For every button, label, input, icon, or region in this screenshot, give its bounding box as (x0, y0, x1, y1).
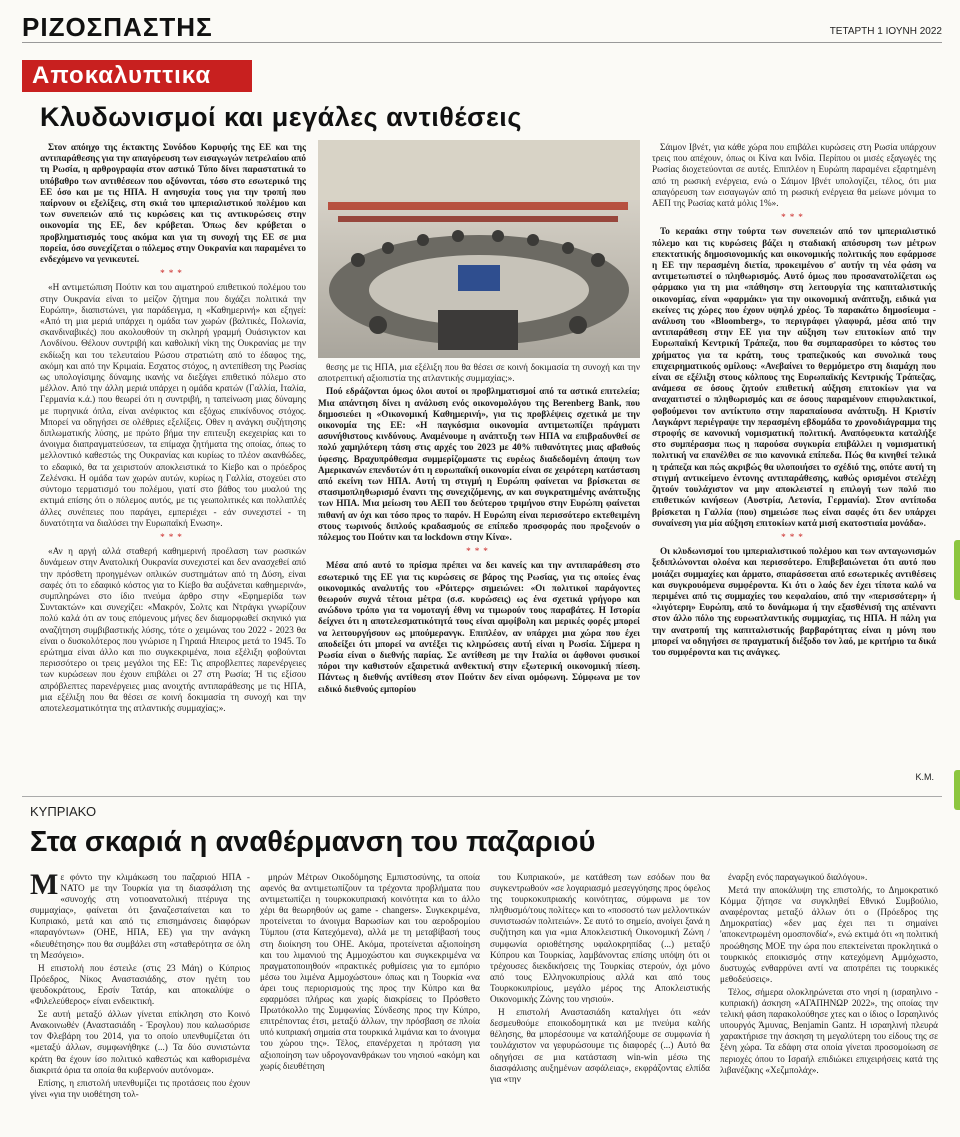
kicker-label: ΚΥΠΡΙΑΚΟ (30, 804, 97, 819)
section-divider (22, 796, 942, 797)
paragraph: Οι κλυδωνισμοί του ιμπεριαλιστικού πολέμου και των ανταγωνισμών ξεδιπλώνονται ολοένα και περισσότερο. Επιβεβαιώνεται ότι αυτό που μοιάζει συμμαχίες και άρματο, σπαράσσεται από εσωτερικές αντιθέσεις και συγκρουόμενα συμφέροντα. Κι ότι ο λαός δεν έχει τίποτα καλό να περιμένει από τις συμμαχίες του κεφαλαίου, από την «περισσότερη» ή «λιγότερη» Ευρώπη, από το δυνάμωμα ή την εξασθένισή της απέναντι στον άλλο πόλο της ευρωατλαντικής συμμαχίας, τις ΗΠΑ. Η πάλη για την ανατροπή της καπιταλιστικής βαρβαρότητας είναι η μόνη που μπορεί να οδηγήσει σε πραγματική διέξοδο τον λαό, με κριτήριο τα δικά του συμφέροντα και τις ανάγκες. (652, 546, 936, 657)
edge-tab (954, 540, 960, 600)
article1-column-2 (318, 362, 640, 782)
section-separator: *** (781, 212, 807, 223)
issue-date: ΤΕΤΑΡΤΗ 1 ΙΟΥΝΗ 2022 (829, 26, 942, 37)
author-signature: Κ.Μ. (915, 772, 934, 782)
paragraph: Πού εδράζονται όμως όλοι αυτοί οι προβληματισμοί από τα αστικά επιτελεία; Μια απάντηση δίνει η ανάλυση ενός οικονομολόγου της Berenberg Bank, που δημοσιεύει η «Οικονομική Καθημερινή», για τις προβλέψεις σχετικά με την οικονομία της ΕΕ: «Η παγκόσμια οικονομία αντιμετωπίζει πράγματι ασυνήθιστους κινδύνους. Αναμένουμε η ανάπτυξη των ΗΠΑ να επιβραδυνθεί σε πολύ χαμηλότερη τάση στις αρχές του 2023 με 40% πιθανότητες μιας αβαθούς ύφεσης. Βραχυπρόθεσμα συμμερίζομαστε τις ευρέως διαδεδομένη άποψη των Αμερικανών επενδυτών ότι η ευρωπαϊκή οικονομία είναι σε χειρότερη κατάσταση από εκείνη των ΗΠΑ. Αυτή τη στιγμή η Ευρώπη φαίνεται να βρίσκεται σε στασιμοπληθωρισμό έναντι της συνεχιζόμενης, αν και συγκρατημένης ανάπτυξης των ΗΠΑ. Μια μείωση του ΑΕΠ του δεύτερου τριμήνου στην Ευρώπη φαίνεται πιθανή αν όχι και τόσο προς το παρόν. Η Ευρώπη είναι περισσότερο εκτεθειμένη στους τωρινούς διπλούς κραδασμούς σε επίπεδο προσφοράς που προξενούν ο πόλεμος του Πούτιν και τα lockdown στην Κίνα». (318, 386, 640, 543)
paragraph: Το κεραάκι στην τούρτα των συνεπειών από τον ιμπεριαλιστικό πόλεμο και τις κυρώσεις βάζει η σταδιακή απόσυρση των μέτρων επεκτατικής δημοσιονομικής και οικονομικής πολιτικής που εφάρμοσε η ΕΕ την περασμένη διετία, προκειμένου σ' αυτήν τη νέα φάση να αντιμετωπιστεί ο πληθωρισμός. Αυτό όμως που προσανατολίζεται ως φάρμακο για τη μια «πάθηση» στη λειτουργία της καπιταλιστικής οικονομίας, είναι «φαρμάκι» για την οικονομική ανάπτυξη, ειδικά για εκείνες τις χώρες που έχουν υψηλό χρέος. Το παρακάτω δημοσίευμα - ανάλυση του «Bloomberg», το περιγράφει γλαφυρά, μέσα από την αντιπαράθεση στην ΕΕ για την αύξηση των επιτοκίων από την Ευρωπαϊκή Κεντρική Τράπεζα, που θα συμπαρασύρει το κόστος του χρήματος για τα κράτη, τους τραπεζικούς και συνολικά τους επιχειρηματικούς ομίλους: «Ανεβαίνει το θερμόμετρο στη διαμάχη που είναι σε εξέλιξη στους κόλπους της Ευρωπαϊκής Κεντρικής Τράπεζας, ανάμεσα σε όσους ζητούν επιθετική αύξηση επιτοκίων για να αναχαιτιστεί ο πληθωρισμός και σε όσους παραμένουν επιφυλακτικοί, φοβούμενοι τον αντίκτυπο στην παραπαίουσα ανάπτυξη. Η Κριστίν Λαγκάρντ περιέγραψε την περασμένη εβδομάδα το χρονοδιάγραμμα της στροφής σε κανονική νομισματική πολιτική. Αναπόφευκτα καταλήξε στο συμπέρασμα πως η παρούσα συγκυρία επιβάλλει η νομισματική πολιτική να επανέλθει σε πιο κανονικά επίπεδα. Πώς θα κινηθεί τελικά η τράπεζα και πώς ακριβώς θα υλοποιήσει το σχέδιό της, οπότε αυτή τη στιγμή αντικείμενο έντονης αντιπαράθεσης, καθώς ορισμένοι στελέχη ζητούν τουλάχιστον να μην αποκλειστεί η επιλογή των πολύ πιο επιθετικών κινήσεων (Αυστρία, Λετονία, Γερμανία). Στον αντίποδα βρίσκεται η Γαλλία (που) σημειώσε πως είναι σαφές ότι δεν υπάρχει συναίνεση για μία αύξηση επιτοκίων κατά μισή εκατοστιαία μονάδα». (652, 226, 936, 528)
paragraph: Στον απόηχο της έκτακτης Συνόδου Κορυφής της ΕΕ και της αντιπαράθεσης για την απαγόρευση των εισαγωγών πετρελαίου από τη Ρωσία, η αρθρογραφία στον αστικό Τύπο δίνει παραστατικά το υπόβαθρο των αντιθέσεων που οξύνονται, τόσο στο εσωτερικό της ΕΕ όσο και με τις ΗΠΑ. Η ανησυχία τους για την τροπή που παίρνουν οι εξελίξεις, στη σκιά του ιμπεριαλιστικού πολέμου και των συνεπειών από τις κυρώσεις και τις αντικυρώσεις στην οικονομία της ΕΕ, δεν κρύβεται. Όπως δεν κρύβεται ο προβληματισμός τους ακόμα και για τη συνοχή της ΕΕ σε μια πορεία, όσο συνεχίζεται ο πόλεμος στην Ουκρανία και παραμένει το ενδεχόμενο να γενικευτεί. (40, 142, 306, 265)
article1-column-3 (652, 142, 936, 772)
edge-tab (954, 770, 960, 810)
paragraph: Η επιστολή που έστειλε (στις 23 Μάη) ο Κύπριος Πρόεδρος, Νίκος Αναστασιάδης, στον ηγέτη του ψευδοκράτους, Ερσίν Τατάρ, και αποκαλύψε ο «Φιλελεύθερος» είναι ενδεικτική. (30, 962, 250, 1007)
paragraph: Τέλος, σήμερα ολοκληρώνεται στο νησί η (ισραηλινο - κυπριακή) άσκηση «ΑΓΑΠΗΝΩΡ 2022», της οποίας την τελική φάση παρακολούθησε χτες και ο ίδιος ο Ισραηλινός υπουργός Άμυνας, Benjamin Gantz. Η ισραηλινή πλευρά χαρακτήρισε την άσκηση τη μεγαλύτερη του είδους της σε ξένη χώρα. Τα εδάφη στα οποία γίνεται προσομοίωση σε περιοχές όπου το Ισραήλ επιδιώκει επιχειρήσεις κατά της λιβανέζικης «Χεζμπολάχ». (720, 986, 938, 1075)
section-separator: *** (781, 531, 807, 542)
paragraph: Σε αυτή μεταξύ άλλων γίνεται επίκληση στο Κοινό Ανακοινωθέν (Αναστασιάδη - Έρογλου) που καλωσόρισε τον Φλεβάρη του 2014, για το οποίο υπενθυμίζεται ότι «μεταξύ άλλων, συμφωνήθηκε (...) Τα δύο συνιστώντα κράτη θα έχουν ίσο πολιτικό καθεστώς και καθορισμένα διακριτά όρια τα οποία θα κυβερνούν αυτόνομα». (30, 1009, 250, 1075)
newspaper-logo: ΡΙΖΟΣΠΑΣΤΗΣ (22, 12, 213, 42)
paragraph: Επίσης, η επιστολή υπενθυμίζει τις προτάσεις που έχουν γίνει «για την υιοθέτηση τολ- (30, 1077, 250, 1099)
paragraph: Με φόντο την κλιμάκωση του παζαριού ΗΠΑ - ΝΑΤΟ με την Τουρκία για τη διασφάλιση της «συνοχής στη νοτιοανατολική πτέρυγα της συμμαχίας», φαίνεται ότι ξαναζεσταίνεται και το Κυπριακό, μετά και από τις επισημάνσεις διαφόρων «παραγόντων» (ΟΗΕ, ΗΠΑ, ΕΕ) για την ανάγκη «διευθέτησης» που θα συμβάλει στη «σταθερότητα σε όλη τη Μεσόγειο». (30, 872, 250, 960)
paragraph: μηρών Μέτρων Οικοδόμησης Εμπιστοσύνης, τα οποία αφενός θα αντιμετωπίζουν τα τρέχοντα προβλήματα που αντιμετωπίζει η τουρκοκυπριακή κοινότητα και το άλλο χέρι θα θεωρηθούν ως game - changers». Συγκεκριμένα, προτείνεται το άνοιγμα Βαρωσίων και του αεροδρομίου Τύμπου (στα Κατεχόμενα), αλλά με τη μεταβίβασή τους στη διοίκηση του ΟΗΕ. Ακόμα, προτείνεται αξιοποίηση και του λιμανιού της Αμμοχώστου και συγκεκριμένα να πραγματοποιηθούν «πρακτικές ρυθμίσεις για το εμπόριο μέσω του λιμένα Αμμοχώστου» όπως και η Τουρκία «να άρει τους περιορισμούς της προς την Κύπρο και θα εφαρμόσει πλήρως και χωρίς διακρίσεις το Πρόσθετο Πρωτόκολλο της Συμφωνίας Σύνδεσης προς την Κύπρο, επιτρέποντας έτσι, μεταξύ άλλων, την πρόσβαση σε πλοία υπό κυπριακή σημαία στα τουρκικά λιμάνια και το άνοιγμα του χώρου της». Τέλος, επανέρχεται η πρόταση για αξιοποίηση των υδρογονανθράκων του νησιού «ακόμη και χωρίς διευθέτηση (260, 872, 480, 1071)
paragraph: Η επιστολή Αναστασιάδη καταλήγει ότι «εάν δεσμευθούμε εποικοδομητικά και με πνεύμα καλής θέλησης, θα μπορέσουμε να καταλήξουμε σε συμφωνία ή τουλάχιστον να γεφυρώσουμε τις διαφορές (...) Αυτό θα οδηγήσει σε μια κατάσταση win-win μέσω της διασφάλισης αυξημένων ασφάλειας», εκφράζοντας ελπίδα για «την (490, 1007, 710, 1084)
article2-column-3 (490, 872, 710, 1132)
paragraph: έναρξη ενός παραγωγικού διαλόγου». (728, 872, 868, 882)
drop-cap: Μ (30, 872, 59, 901)
eu-summit-hall-image (318, 140, 640, 358)
article2-column-1 (30, 872, 250, 1132)
section-separator: *** (160, 531, 186, 542)
paragraph: Σάιμον Ιβνέτ, για κάθε χώρα που επιβάλει κυρώσεις στη Ρωσία υπάρχουν τρεις που απέχουν, όπως οι Κίνα και Ινδία. Περίπου οι μισές εξαγωγές της Ρωσίας διοχετεύονται σε αυτές. Επιπλέον η Ευρώπη παραμένει εξαρτημένη από τη ρωσική ενέργεια, ενώ ο Σάιμον Ιβνέτ υπολογίζει, τέλος, ότι μια απαγόρευση των εισαγωγών από τη ρωσική ενέργεια θα μείωνε μόνιμα το ΑΕΠ της Ρωσίας κατά μόλις 1%». (652, 142, 936, 209)
paragraph: Μετά την αποκάλυψη της επιστολής, το Δημοκρατικό Κόμμα ζήτησε να συγκληθεί Εθνικό Συμβούλιο, αναφέροντας μεταξύ άλλων ότι ο (Πρόεδρος της Δημοκρατίας) «δεν μας έχει πει τι σημαίνει 'αποκεντρωμένη ομοσπονδία'», ενώ εκτιμά ότι «η πολιτική προώθησης ΜΟΕ την ώρα που επεκτείνεται προκλητικά ο τουρκικός εποικισμός στην κατεχόμενη Αμμόχωστο, δυστυχώς ενθαρρύνει αντί να αποτρέπει τις τουρκικές μεθοδεύσεις». (720, 885, 938, 984)
paragraph: «Η αντιμετώπιση Πούτιν και του αιματηρού επιθετικού πολέμου του στην Ουκρανία είναι το μείζον ζήτημα που διχάζει πολιτικά την Ευρώπη», διαπιστώνει, για παράδειγμα, η «Καθημερινή» και εξηγεί: «Από τη μια μεριά υπάρχει η ομάδα των χωρών (βαλτικές, Πολωνία, σκανδιναβικές) που ακολουθούν τη σκληρή γραμμή Ουάσιγκτον και Λονδίνου. Θέλουν συντριβή και καθολική νίκη της Ουκρανίας με την εκδίωξη και του τελευταίου Ρώσου στρατιώτη από το έδαφος της, ακόμη και από την Κριμαία. Εσχατος στόχος, η αντεπίθεση της Ρωσίας ως υπολογίσιμης δύναμης ικανής να διεξάγει επιθετικό πόλεμο στο μέλλον. Από την άλλη μεριά υπάρχει η ομάδα κρατών (Γαλλία, Ιταλία, Γερμανία κ.ά.) που θεωρεί ότι η συντριβή, η ταπείνωση μιας δύναμης με πυρηνικά όπλα, είναι ανέφικτος και εξόχως επικίνδυνος στόχος. Μπορεί να οδηγήσει σε ολέθριες εξελίξεις. Οθεν η ανάγκη συζήτησης διπλωματικής λύσης, με πρώτο βήμα την επιτευξη εκεχειρίας και το άνοιγμα διαπραγματεύσεων, τα επίμαχα ζητήματα της οποίας, όπως το μελλοντικό καθεστώς της Ουκρανίας και κυρίως το πλέον ακανθώδες, το εδαφικό, θα τα χειριστούν αποκλειστικά το Κίεβο και ο πρόεδρος Ζελένσκι. Η ομάδα των χωρών αυτών, κυρίως η Γαλλία, στοχεύει στο σύντομο τερματισμό του πολέμου, γιατί στο βάθος του μυαλού της εκτιμά επίσης ότι ο πόλεμος αυτός, με τις γεωπολιτικές και πολλαπλές άλλες συνέπειες που παράγει, εμπεριέχει - εάν συνεχιστεί - τη δυνατότητα να διαλύσει την Ευρωπαϊκή Ενωση». (40, 282, 306, 528)
article2-column-2 (260, 872, 480, 1132)
section-separator: *** (466, 546, 492, 557)
article2-title: Στα σκαριά η αναθέρμανση του παζαριού (30, 826, 596, 858)
summit-photo (318, 140, 640, 358)
paragraph: του Κυπριακού», με κατάθεση των εσόδων που θα συγκεντρωθούν «σε λογαριασμό μεσεγγύησης προς όφελος της τουρκοκυπριακής κοινότητας, σύμφωνα με τον πληθυσμό/τους πολίτες» και το «ποσοστό των μελλοντικών συνιστωσών πολιτειών». Σε αυτό το σημείο, ανοίγει ξανά η συζήτηση και για «μια Αποκλειστική Οικονομική Ζώνη /συμφωνία οριοθέτησης υφαλοκρηπίδας (...) μεταξύ Κύπρου και Τουρκίας, λαμβάνοντας επίσης υπόψη ότι οι τρέχουσες διεκδικήσεις της Τουρκίας στερούν, όχι μόνο από τους Ελληνοκυπρίους αλλά και από τους Τουρκοκυπρίους, μεγάλο μέρος της Αποκλειστικής Οικονομικής Ζώνης του νησιού». (490, 872, 710, 1005)
article2-column-4 (720, 872, 938, 1132)
paragraph: «Αν η αργή αλλά σταθερή καθημερινή προέλαση των ρωσικών δυνάμεων στην Ανατολική Ουκρανία συνεχιστεί και δεν ανασχεθεί από την πρόσθετη προηγμένων οπλικών συστημάτων από τη Δύση, είναι σαφές ότι το εδαφικό κόστος για το Κίεβο θα αυξάνεται καθημερινά», συμπληρώνει στο ίδιο πνεύμα άρθρο στην «Εφημερίδα των Συντακτών» και συνεχίζει: «Μακρόν, Σολτς και Ντράγκι γνωρίζουν πολύ καλά ότι αν τους επόμενους μήνες δεν διαμορφωθεί σκηνικό για αναζήτηση συμβιβαστικής λύσης, τότε ο χειμώνας του 2022 - 2023 θα είναι ο δυσκολότερος που γνώρισε η Γηραιά Ηπειρος μετά το 1945. Το ερώτημα είναι άλλο και πιο συγκεκριμένα, ποια εξέλιξη φοβούνται περισσότερο οι τρεις μεγάλοι της ΕΕ: Τις απροβλεπτες παρενέργειες των κυρώσεων που έχουν επιβάλει οι 27 στη Ρωσία; Ή τις εξίσου απρόβλεπτες παρενέργειες μιας ανοιχτής αντιπαράθεσης με τις ΗΠΑ, μια εξέλιξη που θα θέσει σε κοινή δοκιμασία τη συνοχή και την αποτελεσματικότητα της ατλαντικής συμμαχίας;». (40, 546, 306, 713)
section-separator: *** (160, 268, 186, 279)
article1-column-1 (40, 142, 306, 782)
masthead (22, 12, 942, 43)
section-rubric: Αποκαλυπτικα (22, 60, 252, 92)
paragraph: θεσης με τις ΗΠΑ, μια εξέλιξη που θα θέσει σε κοινή δοκιμασία τη συνοχή και την αποτρεπτική αξιοπιστία της ατλαντικής συμμαχίας;». (318, 362, 640, 384)
article-title: Κλυδωνισμοί και μεγάλες αντιθέσεις (40, 102, 522, 132)
paragraph: Μέσα από αυτό το πρίσμα πρέπει να δει κανείς και την αντιπαράθεση στο εσωτερικό της ΕΕ για τις κυρώσεις σε βάρος της Ρωσίας, για τις οποίες ένας οικονομικός αναλυτής του «Ρόιτερς» σημειώνει: «Οι πολιτικοί παράγοντες θεωρούν συχνά τέτοια μέτρα (σ.σ. κυρώσεις) ως ένα σχετικά γρήγορο και ανώδυνο τρόπο για τα νομοταγή έθνη να τιμωρούν τους παραβάτες. Η Ιστορία δείχνει ότι η αποτελεσματικότητά τους είναι αμφίβολη και μερικές φορές μπορεί να λειτουργήσουν ως μπούμερανγκ. Επιπλέον, αν υπάρχει μια χώρα που έχει αποδείξει ότι μπορεί να αντέξει τις κληρώσεις αυτή είναι η Ρωσία. Σήμερα η Ρωσία είναι ο διεθνής παρίας. Σε αντίθεση με την Ιταλία οι άφθονοι φυσικοί πόροι την καθιστούν εξαιρετικά ανθεκτική στην εξωτερική οικονομική πίεση. Πάντως η διεθνής αντίθεση στον Πούτιν δεν είναι ομόφωνη. Σύμφωνα με τον ειδικό διεθνούς εμπορίου (318, 560, 640, 694)
